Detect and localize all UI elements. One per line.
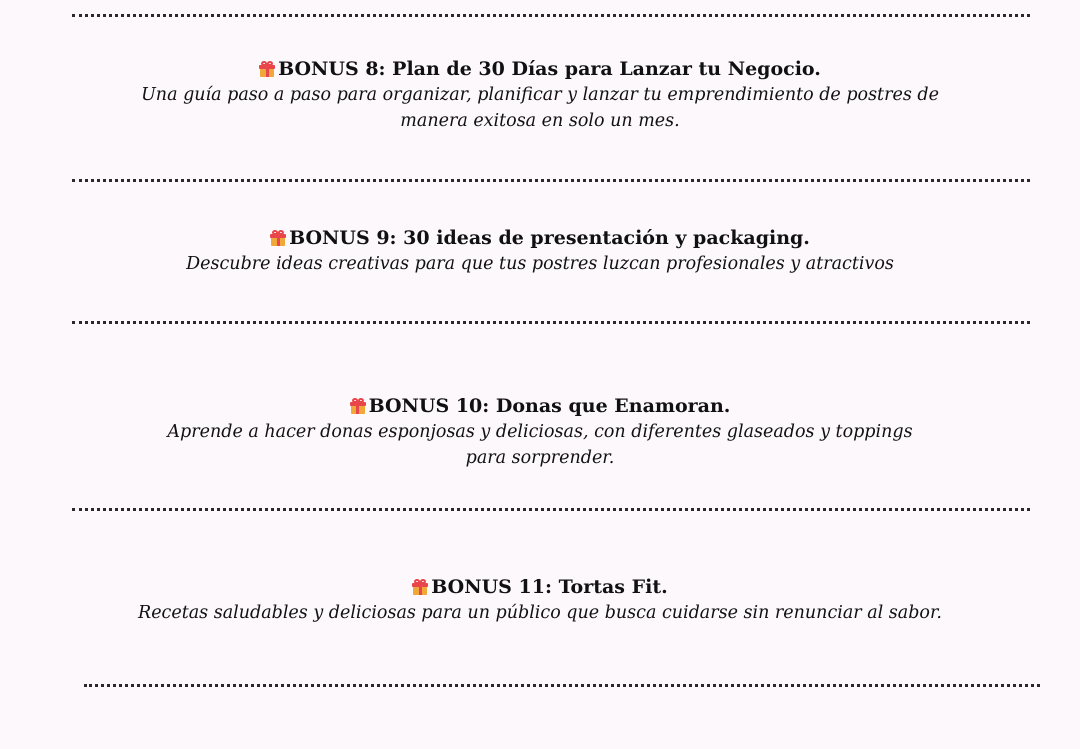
dotted-divider (72, 14, 1030, 17)
dotted-divider (72, 508, 1030, 511)
gift-icon (270, 230, 286, 246)
bonus-title (60, 394, 1020, 418)
bonus-title (60, 575, 1020, 599)
dotted-divider (72, 321, 1030, 324)
gift-icon (412, 579, 428, 595)
bonus-description: Descubre ideas creativas para que tus postres luzcan profesionales y atractivos (186, 254, 894, 274)
bonus-title-text: BONUS 8: Plan de 30 Días para Lanzar tu Negocio. (278, 58, 821, 80)
bonus-description: Recetas saludables y deliciosas para un público que busca cuidarse sin renunciar al sabor. (138, 603, 942, 623)
bonus-title-text: BONUS 9: 30 ideas de presentación y packaging. (289, 227, 810, 249)
bonus-title (60, 57, 1020, 81)
dotted-divider (72, 179, 1030, 182)
bonus-8 (60, 57, 1020, 134)
bonus-title-text: BONUS 11: Tortas Fit. (431, 576, 668, 598)
bonus-description: Una guía paso a paso para organizar, planificar y lanzar tu emprendimiento de postres de manera exitosa en solo un mes. (141, 85, 939, 131)
bonus-title-text: BONUS 10: Donas que Enamoran. (368, 395, 731, 417)
bonus-description: Aprende a hacer donas esponjosas y deliciosas, con diferentes glaseados y toppings para sorprender. (167, 422, 913, 468)
bonus-9 (60, 226, 1020, 277)
bonus-10 (60, 394, 1020, 471)
bonus-title (60, 226, 1020, 250)
gift-icon (259, 61, 275, 77)
dotted-divider (84, 684, 1040, 687)
gift-icon (350, 398, 366, 414)
bonus-11 (60, 575, 1020, 626)
